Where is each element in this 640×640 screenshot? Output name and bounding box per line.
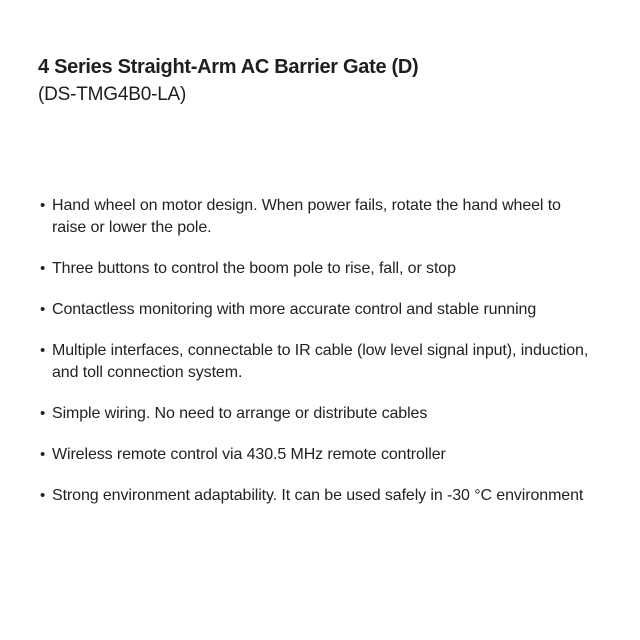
feature-text: Simple wiring. No need to arrange or distribute cables bbox=[52, 405, 428, 422]
feature-text: Three buttons to control the boom pole to rise, fall, or stop bbox=[52, 260, 456, 277]
features-list bbox=[38, 195, 594, 507]
feature-text: Strong environment adaptability. It can be used safely in -30 °C environment bbox=[52, 487, 584, 504]
feature-item bbox=[38, 485, 594, 507]
doc-header bbox=[38, 54, 606, 107]
page-title: 4 Series Straight-Arm AC Barrier Gate (D) bbox=[38, 56, 419, 78]
feature-text: Multiple interfaces, connectable to IR cable (low level signal input), induction, and toll connection system. bbox=[52, 342, 589, 381]
bullet-icon: • bbox=[40, 197, 46, 214]
bullet-icon: • bbox=[40, 260, 46, 277]
bullet-icon: • bbox=[40, 301, 46, 318]
feature-item bbox=[38, 444, 594, 466]
bullet-icon: • bbox=[40, 446, 46, 463]
feature-item bbox=[38, 403, 594, 425]
feature-text: Contactless monitoring with more accurate control and stable running bbox=[52, 301, 537, 318]
feature-item bbox=[38, 258, 594, 280]
feature-item bbox=[38, 340, 594, 384]
bullet-icon: • bbox=[40, 342, 46, 359]
model-number: (DS-TMG4B0-LA) bbox=[38, 84, 187, 105]
feature-item bbox=[38, 195, 594, 239]
bullet-icon: • bbox=[40, 405, 46, 422]
feature-text: Hand wheel on motor design. When power fails, rotate the hand wheel to raise or lower the pole. bbox=[52, 197, 561, 236]
feature-text: Wireless remote control via 430.5 MHz remote controller bbox=[52, 446, 446, 463]
bullet-icon: • bbox=[40, 487, 46, 504]
feature-item bbox=[38, 299, 594, 321]
